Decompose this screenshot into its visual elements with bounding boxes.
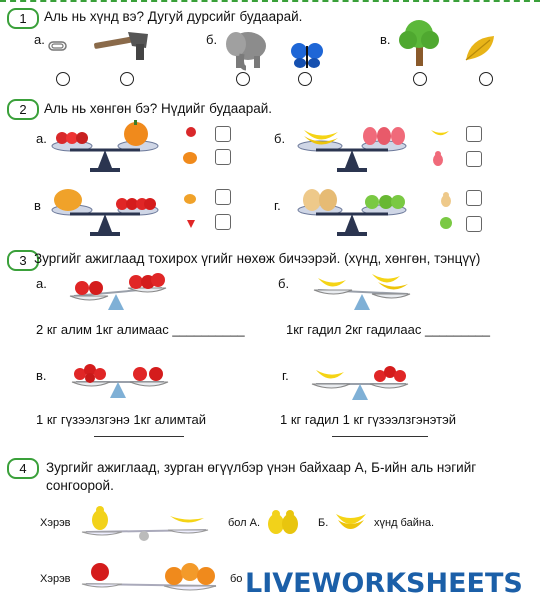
- leaf-image: [464, 34, 498, 64]
- q2-d-checkbox-1[interactable]: [466, 190, 482, 206]
- q3-sentence-a: 2 кг алим 1кг алимаас __________: [36, 322, 245, 337]
- q4-row2-then-label: бо: [230, 573, 243, 585]
- question-2-text: Аль нь хөнгөн бэ? Нүдийг будаарай.: [44, 101, 273, 116]
- q2-b-checkbox-1[interactable]: [466, 126, 482, 142]
- pear-yellow-small-icon: [440, 191, 452, 207]
- elephant-image: [222, 28, 270, 70]
- q4-row2-scale-image: [80, 556, 220, 602]
- question-1-badge: 1: [7, 8, 39, 29]
- mango-small-icon: [183, 192, 197, 206]
- q2-d-scale-image: [296, 186, 408, 240]
- pumpkin-small-icon: [182, 150, 198, 164]
- q1-c-circle-2[interactable]: [479, 72, 493, 86]
- q1-option-b-label: б.: [206, 32, 218, 47]
- apple-small-icon: [185, 126, 197, 138]
- q3-option-b-label: б.: [278, 276, 290, 291]
- q2-a-checkbox-2[interactable]: [215, 149, 231, 165]
- q2-a-checkbox-1[interactable]: [215, 126, 231, 142]
- q1-c-circle-1[interactable]: [413, 72, 427, 86]
- q2-c-checkbox-1[interactable]: [215, 189, 231, 205]
- q3-b-scale-image: [310, 264, 414, 312]
- banana-small-icon: [430, 128, 450, 138]
- butterfly-image: [290, 42, 324, 70]
- q3-answer-line-d[interactable]: [332, 436, 428, 437]
- question-4-badge: 4: [7, 458, 39, 479]
- q4-option-b-banana-image[interactable]: [334, 508, 368, 534]
- green-apple-small-icon: [439, 216, 453, 230]
- q3-sentence-c: 1 кг гүзээлзгэнэ 1кг алимтай: [36, 412, 206, 427]
- q2-option-d-label: г.: [274, 198, 281, 213]
- q2-b-scale-image: [296, 120, 408, 174]
- q2-option-c-label: в: [34, 198, 41, 213]
- q4-row2-if-label: Хэрэв: [40, 573, 71, 585]
- q3-option-a-label: а.: [36, 276, 47, 291]
- tree-image: [396, 18, 442, 68]
- q4-row1-then-label: бол А.: [228, 517, 261, 529]
- question-3-text: Зургийг ажиглаад тохирох үгийг нөхөж бичээрэй. (хүнд, хөнгөн, тэнцүү): [34, 251, 481, 266]
- q2-c-scale-image: [50, 186, 160, 240]
- q3-sentence-d: 1 кг гадил 1 кг гүзээлзгэнэтэй: [280, 412, 456, 427]
- q3-c-scale-image: [66, 356, 170, 404]
- q3-option-d-label: г.: [282, 368, 289, 383]
- q3-a-scale-image: [64, 266, 168, 314]
- q1-a-circle-1[interactable]: [56, 72, 70, 86]
- q2-b-checkbox-2[interactable]: [466, 151, 482, 167]
- q1-option-c-label: в.: [380, 32, 391, 47]
- q1-b-circle-1[interactable]: [236, 72, 250, 86]
- q3-answer-line-c[interactable]: [94, 436, 184, 437]
- q4-row1-end-label: хүнд байна.: [374, 517, 435, 529]
- q3-option-c-label: в.: [36, 368, 47, 383]
- q4-option-a-pears-image[interactable]: [266, 506, 302, 536]
- q4-row1-if-label: Хэрэв: [40, 517, 71, 529]
- q2-option-b-label: б.: [274, 131, 286, 146]
- q2-d-checkbox-2[interactable]: [466, 216, 482, 232]
- pear-small-icon: [432, 150, 444, 166]
- hammer-image: [92, 30, 152, 66]
- watermark-logo: LIVEWORKSHEETS: [245, 568, 523, 599]
- question-2-badge: 2: [7, 99, 39, 120]
- question-1-text: Аль нь хүнд вэ? Дугуй дурсийг будаарай.: [44, 9, 303, 24]
- q2-a-scale-image: [50, 120, 160, 174]
- strawberry-small-icon: [186, 217, 196, 229]
- q3-d-scale-image: [308, 358, 412, 406]
- question-4-text-line2: сонгоорой.: [46, 478, 114, 493]
- question-4-text-line1: Зургийг ажиглаад, зурган өгүүлбэр үнэн байхаар А, Б-ийн аль нэгийг: [46, 460, 477, 475]
- q3-sentence-b: 1кг гадил 2кг гадилаас _________: [286, 322, 491, 337]
- q4-row1-scale-image: [80, 502, 210, 546]
- q1-option-a-label: а.: [34, 32, 45, 47]
- q2-c-checkbox-2[interactable]: [215, 214, 231, 230]
- q2-option-a-label: а.: [36, 131, 47, 146]
- question-3-badge: 3: [7, 250, 39, 271]
- q4-row1-b-label: Б.: [318, 517, 329, 529]
- paperclip-image: [48, 40, 68, 54]
- q1-a-circle-2[interactable]: [120, 72, 134, 86]
- q1-b-circle-2[interactable]: [298, 72, 312, 86]
- top-dashed-border: [0, 0, 540, 5]
